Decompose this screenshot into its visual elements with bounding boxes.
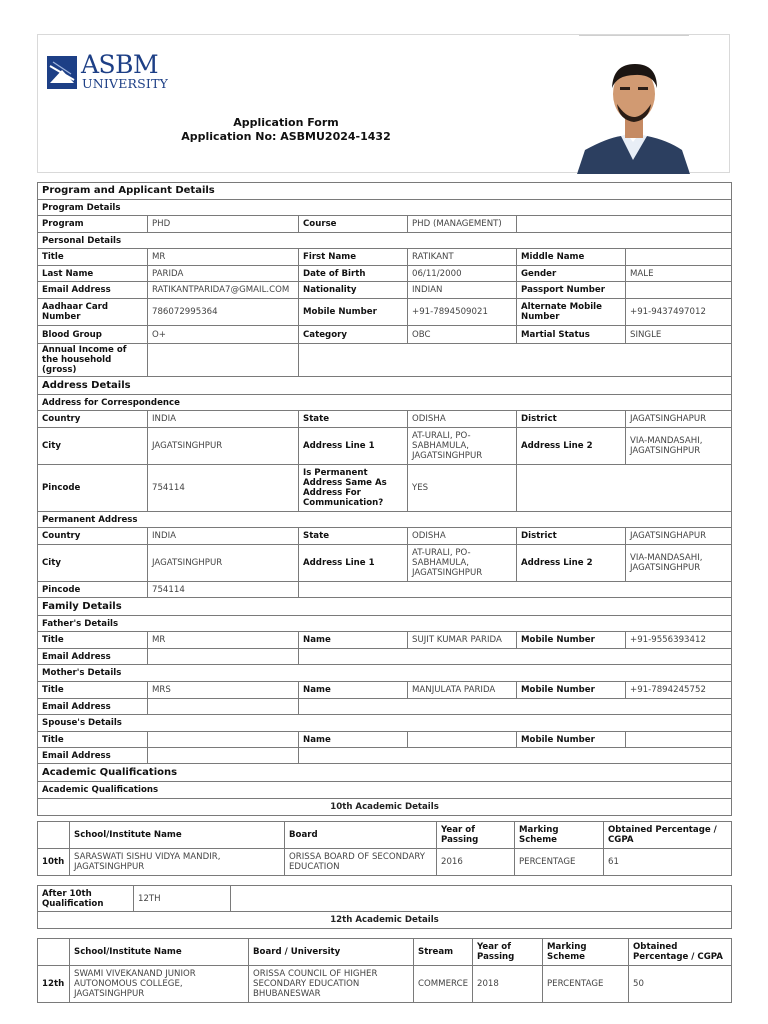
value-father-mobile: +91-9556393412 bbox=[626, 632, 732, 649]
value-perm-pincode: 754114 bbox=[148, 582, 299, 598]
label-blood-group: Blood Group bbox=[38, 326, 148, 344]
label-name: Name bbox=[299, 682, 408, 699]
label-marital-status: Martial Status bbox=[517, 326, 626, 344]
value-perm-address-line1: AT-URALI, PO-SABHAMULA, JAGATSINGHPUR bbox=[408, 545, 517, 582]
label-title: Title bbox=[38, 632, 148, 649]
value-twelfth-board: ORISSA COUNCIL OF HIGHER SECONDARY EDUCATION BHUBANESWAR bbox=[249, 966, 414, 1003]
value-gender: MALE bbox=[626, 266, 732, 282]
section-program-applicant: Program and Applicant Details bbox=[38, 183, 732, 200]
empty-cell bbox=[299, 344, 732, 377]
empty-cell bbox=[299, 748, 732, 764]
section-mothers-details: Mother's Details bbox=[38, 665, 732, 682]
label-title: Title bbox=[38, 682, 148, 699]
value-corr-city: JAGATSINGHPUR bbox=[148, 428, 299, 465]
value-course: PHD (MANAGEMENT) bbox=[408, 216, 517, 233]
application-number: Application No: ASBMU2024-1432 bbox=[181, 130, 391, 143]
section-family-details: Family Details bbox=[38, 598, 732, 616]
value-tenth-board: ORISSA BOARD OF SECONDARY EDUCATION bbox=[285, 849, 437, 876]
section-tenth-details: 10th Academic Details bbox=[38, 799, 732, 816]
value-twelfth-score: 50 bbox=[629, 966, 732, 1003]
logo-subtitle: UNIVERSITY bbox=[82, 76, 169, 91]
value-first-name: RATIKANT bbox=[408, 249, 517, 266]
label-state: State bbox=[299, 528, 408, 545]
label-mobile: Mobile Number bbox=[517, 682, 626, 699]
twelfth-details-table bbox=[37, 938, 732, 1003]
value-spouse-title bbox=[148, 732, 299, 748]
value-spouse-mobile bbox=[626, 732, 732, 748]
value-corr-country: INDIA bbox=[148, 411, 299, 428]
value-perm-city: JAGATSINGHPUR bbox=[148, 545, 299, 582]
label-passport: Passport Number bbox=[517, 282, 626, 299]
label-country: Country bbox=[38, 411, 148, 428]
value-perm-district: JAGATSINGHAPUR bbox=[626, 528, 732, 545]
twelfth-header-scheme: Marking Scheme bbox=[543, 939, 629, 966]
empty-cell bbox=[299, 582, 732, 598]
tenth-header-score: Obtained Percentage / CGPA bbox=[604, 822, 732, 849]
value-mother-title: MRS bbox=[148, 682, 299, 699]
label-address-line1: Address Line 1 bbox=[299, 545, 408, 582]
value-corr-address-line1: AT-URALI, PO-SABHAMULA, JAGATSINGHPUR bbox=[408, 428, 517, 465]
label-state: State bbox=[299, 411, 408, 428]
label-pincode: Pincode bbox=[38, 465, 148, 512]
value-mother-name: MANJULATA PARIDA bbox=[408, 682, 517, 699]
section-address-details: Address Details bbox=[38, 377, 732, 395]
value-dob: 06/11/2000 bbox=[408, 266, 517, 282]
section-twelfth-details: 12th Academic Details bbox=[38, 912, 732, 929]
tenth-header-board: Board bbox=[285, 822, 437, 849]
label-alt-mobile: Alternate Mobile Number bbox=[517, 299, 626, 326]
label-country: Country bbox=[38, 528, 148, 545]
value-nationality: INDIAN bbox=[408, 282, 517, 299]
value-spouse-name bbox=[408, 732, 517, 748]
tenth-header-blank bbox=[38, 822, 70, 849]
logo-emblem-icon bbox=[47, 56, 77, 89]
label-course: Course bbox=[299, 216, 408, 233]
table-row bbox=[38, 966, 732, 1003]
label-mobile: Mobile Number bbox=[299, 299, 408, 326]
label-nationality: Nationality bbox=[299, 282, 408, 299]
label-gender: Gender bbox=[517, 266, 626, 282]
label-email: Email Address bbox=[38, 282, 148, 299]
label-mobile: Mobile Number bbox=[517, 732, 626, 748]
value-middle-name bbox=[626, 249, 732, 266]
label-pincode: Pincode bbox=[38, 582, 148, 598]
section-permanent-address: Permanent Address bbox=[38, 512, 732, 528]
empty-cell bbox=[231, 886, 732, 912]
twelfth-header-year: Year of Passing bbox=[473, 939, 543, 966]
value-alt-mobile: +91-9437497012 bbox=[626, 299, 732, 326]
value-blood-group: O+ bbox=[148, 326, 299, 344]
details-table bbox=[37, 182, 732, 816]
photo-divider bbox=[579, 35, 689, 36]
value-passport bbox=[626, 282, 732, 299]
label-title: Title bbox=[38, 732, 148, 748]
label-name: Name bbox=[299, 732, 408, 748]
value-twelfth-scheme: PERCENTAGE bbox=[543, 966, 629, 1003]
form-title bbox=[138, 116, 434, 144]
label-address-line2: Address Line 2 bbox=[517, 545, 626, 582]
label-after-10th: After 10th Qualification bbox=[38, 886, 134, 912]
label-district: District bbox=[517, 411, 626, 428]
label-city: City bbox=[38, 428, 148, 465]
twelfth-header-score: Obtained Percentage / CGPA bbox=[629, 939, 732, 966]
value-corr-district: JAGATSINGHAPUR bbox=[626, 411, 732, 428]
label-first-name: First Name bbox=[299, 249, 408, 266]
twelfth-header-board: Board / University bbox=[249, 939, 414, 966]
value-twelfth-year: 2018 bbox=[473, 966, 543, 1003]
form-title-text: Application Form bbox=[233, 116, 339, 129]
empty-cell bbox=[299, 699, 732, 715]
asbm-logo bbox=[47, 50, 177, 94]
section-academic-qualifications-sub: Academic Qualifications bbox=[38, 782, 732, 799]
value-corr-pincode: 754114 bbox=[148, 465, 299, 512]
value-category: OBC bbox=[408, 326, 517, 344]
value-aadhaar: 786072995364 bbox=[148, 299, 299, 326]
value-perm-address-line2: VIA-MANDASAHI, JAGATSINGHPUR bbox=[626, 545, 732, 582]
label-category: Category bbox=[299, 326, 408, 344]
section-personal-details: Personal Details bbox=[38, 233, 732, 249]
value-tenth-school: SARASWATI SISHU VIDYA MANDIR, JAGATSINGHPUR bbox=[70, 849, 285, 876]
value-program: PHD bbox=[148, 216, 299, 233]
table-row bbox=[38, 849, 732, 876]
label-middle-name: Middle Name bbox=[517, 249, 626, 266]
form-header bbox=[37, 34, 730, 173]
tenth-header-year: Year of Passing bbox=[437, 822, 515, 849]
label-email: Email Address bbox=[38, 649, 148, 665]
value-annual-income bbox=[148, 344, 299, 377]
value-corr-address-line2: VIA-MANDASAHI, JAGATSINGHPUR bbox=[626, 428, 732, 465]
value-last-name: PARIDA bbox=[148, 266, 299, 282]
label-dob: Date of Birth bbox=[299, 266, 408, 282]
value-tenth-score: 61 bbox=[604, 849, 732, 876]
value-same-address: YES bbox=[408, 465, 517, 512]
label-email: Email Address bbox=[38, 748, 148, 764]
value-mother-email bbox=[148, 699, 299, 715]
value-twelfth-school: SWAMI VIVEKANAND JUNIOR AUTONOMOUS COLLEGE, JAGATSINGHPUR bbox=[70, 966, 249, 1003]
value-mobile: +91-7894509021 bbox=[408, 299, 517, 326]
label-address-line2: Address Line 2 bbox=[517, 428, 626, 465]
tenth-row-label: 10th bbox=[38, 849, 70, 876]
value-tenth-scheme: PERCENTAGE bbox=[515, 849, 604, 876]
label-district: District bbox=[517, 528, 626, 545]
empty-cell bbox=[517, 216, 732, 233]
section-program-details: Program Details bbox=[38, 200, 732, 216]
label-mobile: Mobile Number bbox=[517, 632, 626, 649]
value-spouse-email bbox=[148, 748, 299, 764]
label-same-address: Is Permanent Address Same As Address For Communication? bbox=[299, 465, 408, 512]
value-corr-state: ODISHA bbox=[408, 411, 517, 428]
section-address-correspondence: Address for Correspondence bbox=[38, 395, 732, 411]
label-annual-income: Annual Income of the household (gross) bbox=[38, 344, 148, 377]
tenth-header-scheme: Marking Scheme bbox=[515, 822, 604, 849]
value-mother-mobile: +91-7894245752 bbox=[626, 682, 732, 699]
label-city: City bbox=[38, 545, 148, 582]
label-aadhaar: Aadhaar Card Number bbox=[38, 299, 148, 326]
twelfth-header-blank bbox=[38, 939, 70, 966]
label-program: Program bbox=[38, 216, 148, 233]
value-email: RATIKANTPARIDA7@GMAIL.COM bbox=[148, 282, 299, 299]
twelfth-header-school: School/Institute Name bbox=[70, 939, 249, 966]
value-perm-country: INDIA bbox=[148, 528, 299, 545]
section-academic-qualifications: Academic Qualifications bbox=[38, 764, 732, 782]
twelfth-row-label: 12th bbox=[38, 966, 70, 1003]
tenth-details-table bbox=[37, 821, 732, 876]
section-fathers-details: Father's Details bbox=[38, 616, 732, 632]
tenth-header-school: School/Institute Name bbox=[70, 822, 285, 849]
value-marital-status: SINGLE bbox=[626, 326, 732, 344]
value-father-title: MR bbox=[148, 632, 299, 649]
value-perm-state: ODISHA bbox=[408, 528, 517, 545]
applicant-photo bbox=[577, 50, 690, 174]
label-name: Name bbox=[299, 632, 408, 649]
label-title: Title bbox=[38, 249, 148, 266]
empty-cell bbox=[299, 649, 732, 665]
label-email: Email Address bbox=[38, 699, 148, 715]
label-address-line1: Address Line 1 bbox=[299, 428, 408, 465]
value-father-email bbox=[148, 649, 299, 665]
logo-name: ASBM bbox=[81, 50, 159, 79]
empty-cell bbox=[517, 465, 732, 512]
value-father-name: SUJIT KUMAR PARIDA bbox=[408, 632, 517, 649]
value-after-10th: 12TH bbox=[134, 886, 231, 912]
section-spouses-details: Spouse's Details bbox=[38, 715, 732, 732]
after-tenth-table bbox=[37, 885, 732, 929]
label-last-name: Last Name bbox=[38, 266, 148, 282]
value-tenth-year: 2016 bbox=[437, 849, 515, 876]
value-twelfth-stream: COMMERCE bbox=[414, 966, 473, 1003]
value-title: MR bbox=[148, 249, 299, 266]
twelfth-header-stream: Stream bbox=[414, 939, 473, 966]
